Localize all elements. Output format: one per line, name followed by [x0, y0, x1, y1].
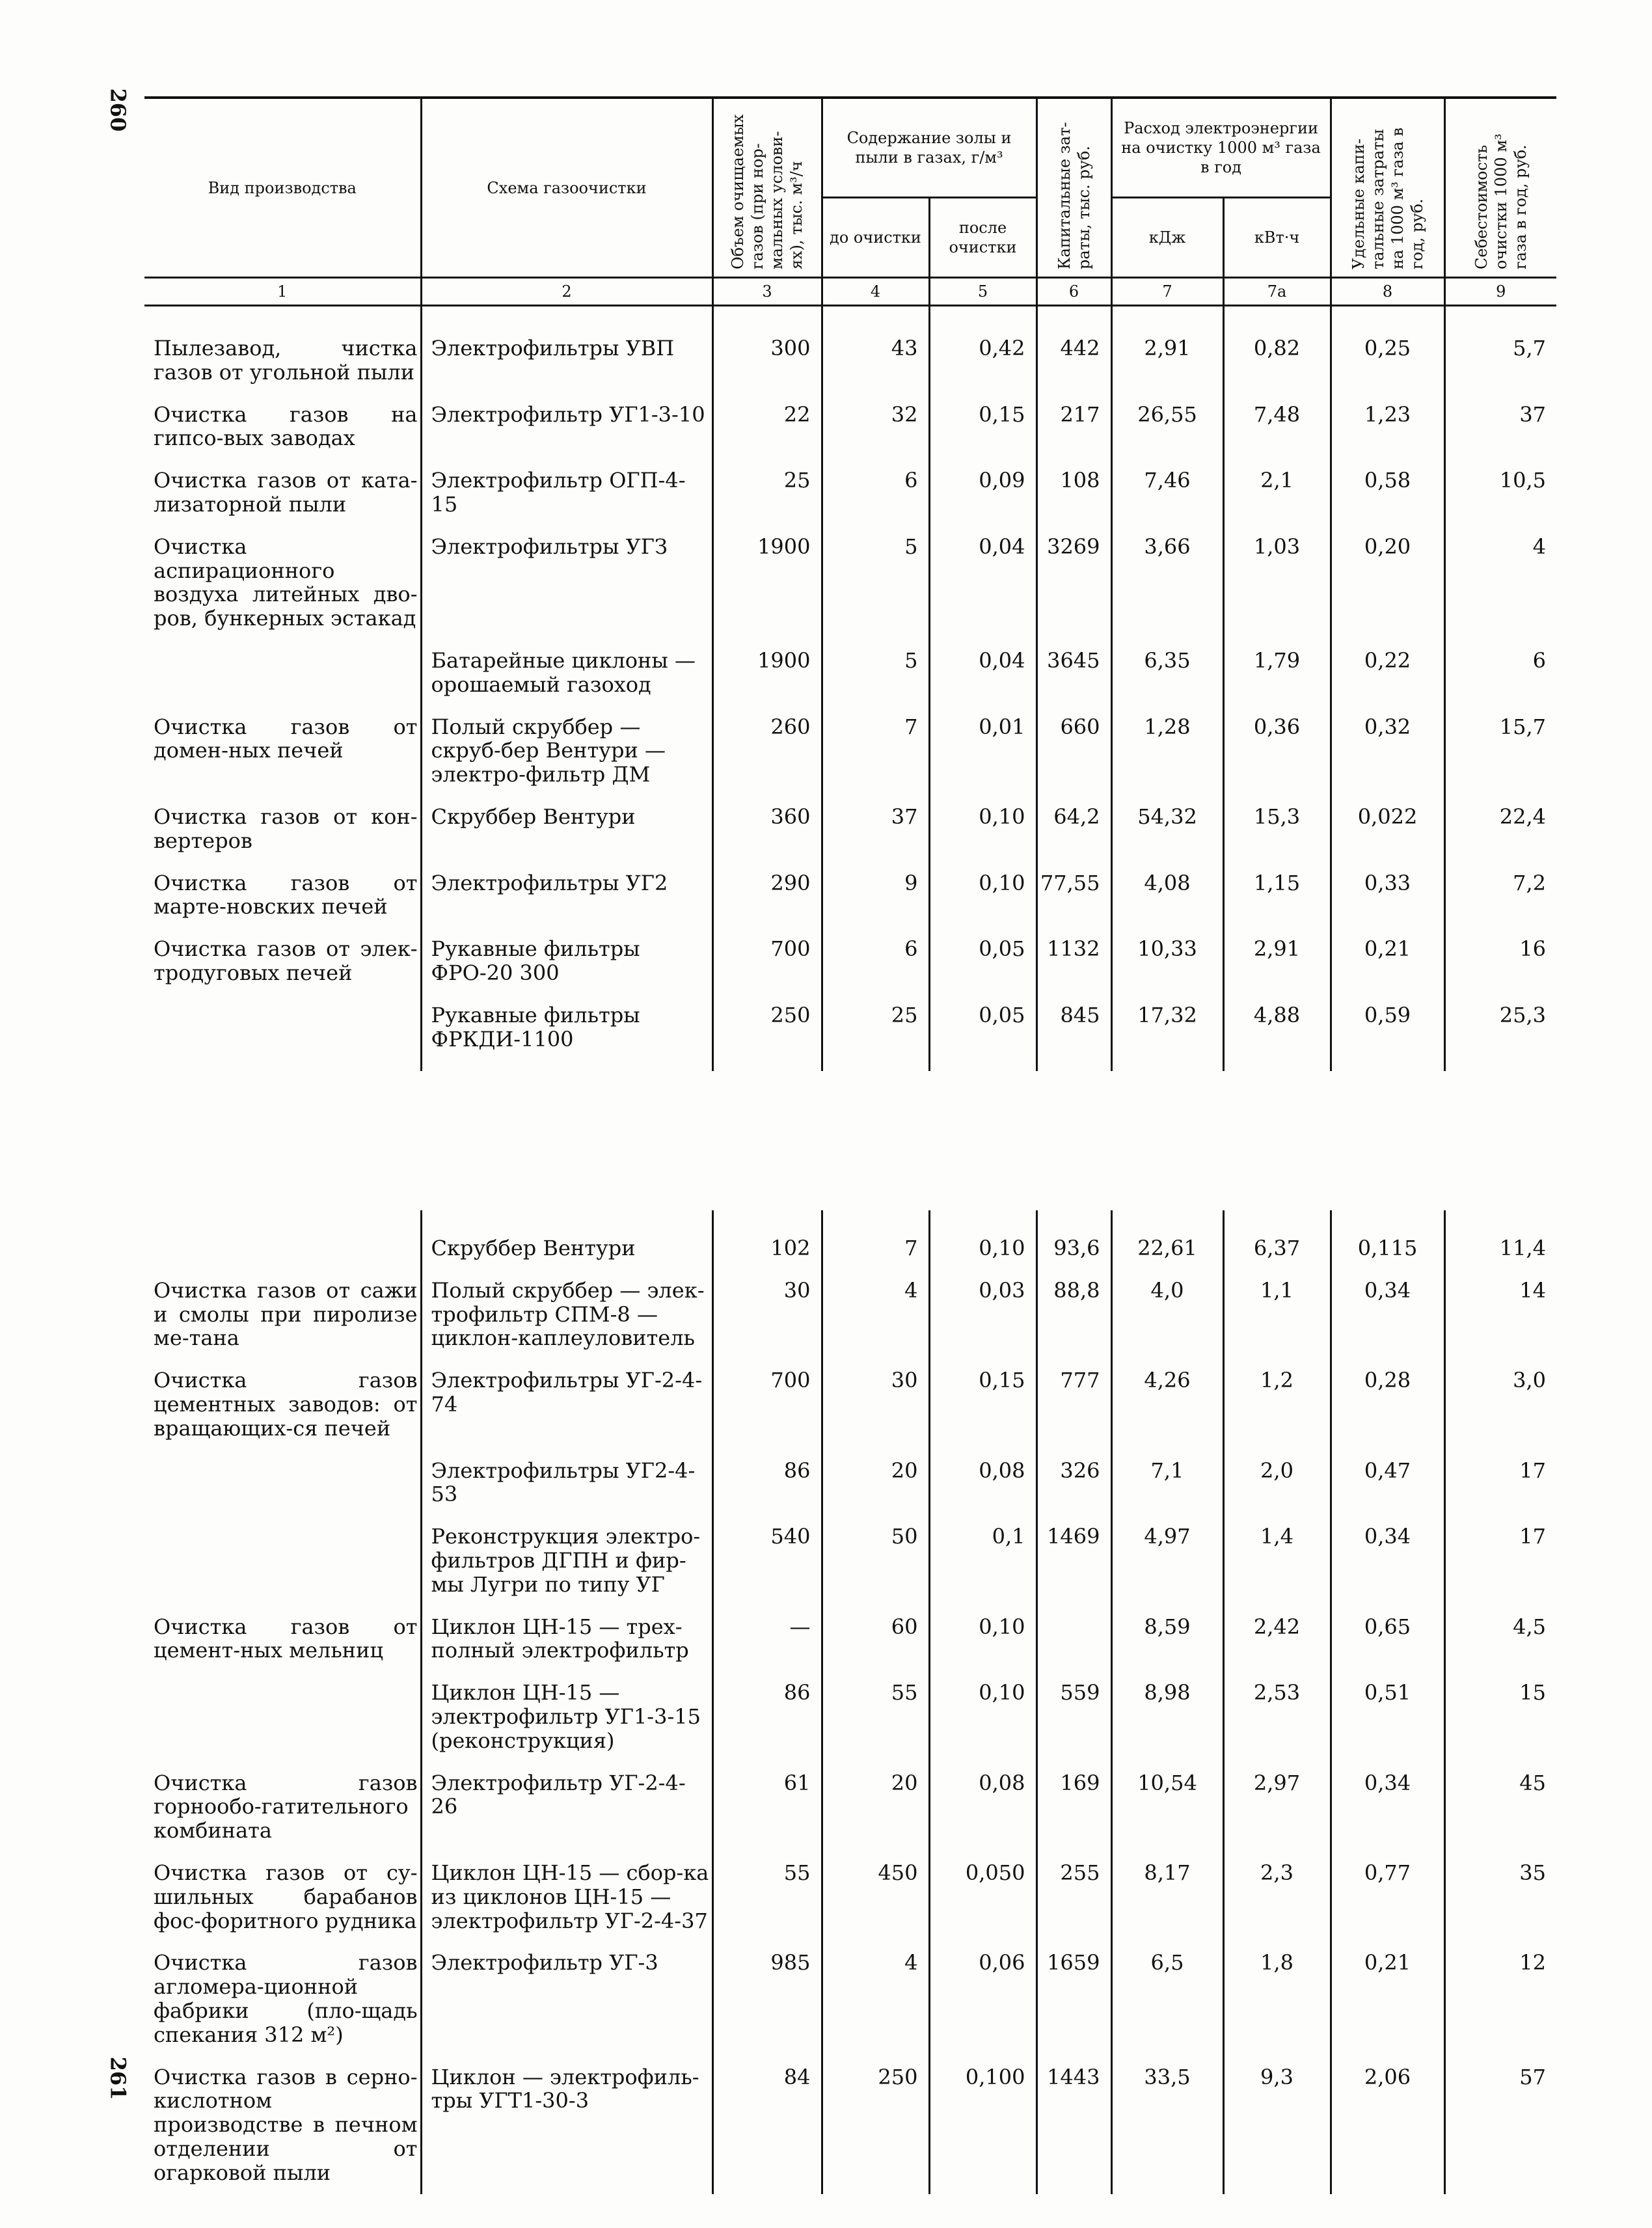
col-number: 7а — [1223, 278, 1331, 306]
cell-kdj: 22,61 — [1111, 1210, 1223, 1270]
col-energy-header: Расход электроэнергии на очистку 1000 м³ газа в год — [1111, 98, 1331, 198]
cell-kind — [144, 994, 421, 1071]
cell-scheme: Циклон ЦН-15 — сбор-ка из циклонов ЦН-15 — электрофильтр УГ-2-4-37 — [421, 1852, 712, 1942]
cell-before: 20 — [822, 1450, 929, 1516]
cell-capital: 77,55 — [1036, 862, 1111, 929]
cell-cost: 14 — [1519, 1277, 1546, 1303]
cell-after: 0,15 — [929, 394, 1036, 460]
col-number: 5 — [929, 278, 1036, 306]
cell-kdj: 8,17 — [1111, 1852, 1223, 1942]
cell-volume: 985 — [712, 1942, 822, 2056]
table-row — [144, 306, 1556, 394]
cell-capital: 255 — [1036, 1852, 1111, 1942]
cell-scheme: Электрофильтры УГ2 — [421, 862, 712, 929]
table-row — [144, 526, 1556, 640]
cell-cost: 5,7 — [1513, 336, 1547, 360]
cell-volume: 700 — [712, 1359, 822, 1449]
table-row — [144, 796, 1556, 862]
cell-kdj: 6,5 — [1111, 1942, 1223, 2056]
cell-volume: 300 — [712, 306, 822, 394]
cell-volume: 260 — [712, 706, 822, 796]
cell-scheme: Полый скруббер — скруб-бер Вентури — электро-фильтр ДМ — [421, 706, 712, 796]
cell-before: 5 — [822, 526, 929, 640]
cell-volume: — — [712, 1606, 822, 1672]
cell-kdj: 3,66 — [1111, 526, 1223, 640]
col-number: 1 — [144, 278, 421, 306]
cell-scheme: Электрофильтр УГ-2-4-26 — [421, 1762, 712, 1852]
cell-capital: 326 — [1036, 1450, 1111, 1516]
col-specific-header: Удельные капи-тальные затраты на 1000 м³ газа в год, руб. — [1349, 127, 1426, 269]
cell-kdj: 4,08 — [1111, 862, 1223, 929]
cell-kind: Очистка газов агломера-ционной фабрики (пло-щадь спекания 312 м²) — [144, 1942, 421, 2056]
col-cost-header: Себестоимость очистки 1000 м³ газа в год, руб. — [1472, 133, 1530, 269]
cell-capital: 1443 — [1036, 2056, 1111, 2194]
cell-kind — [144, 1210, 421, 1270]
table-row — [144, 1942, 1556, 2056]
col-volume-header: Объем очищаемых газов (при нор-мальных услови-ях), тыс. м³/ч — [729, 114, 806, 269]
cell-kwh: 0,36 — [1223, 706, 1331, 796]
cell-specific: 0,32 — [1331, 706, 1444, 796]
page-number-bottom: 261 — [105, 2056, 131, 2100]
col-number: 7 — [1111, 278, 1223, 306]
cell-scheme: Электрофильтры УГЗ — [421, 526, 712, 640]
cell-volume: 1900 — [712, 640, 822, 706]
cell-specific: 1,23 — [1331, 394, 1444, 460]
cell-kind: Пылезавод, чистка газов от угольной пыли — [144, 306, 421, 394]
cell-capital: 88,8 — [1036, 1270, 1111, 1359]
cell-scheme: Циклон ЦН-15 — электрофильтр УГ1-3-15 (реконструкция) — [421, 1672, 712, 1761]
cell-cost: 25,3 — [1499, 1002, 1547, 1027]
cell-capital — [1036, 1606, 1111, 1672]
cell-kind: Очистка газов цементных заводов: от вращающих-ся печей — [144, 1359, 421, 1449]
cell-kdj: 8,98 — [1111, 1672, 1223, 1761]
cell-capital: 660 — [1036, 706, 1111, 796]
cell-kind: Очистка газов горнообо-гатительного комбината — [144, 1762, 421, 1852]
cell-specific: 0,59 — [1331, 994, 1444, 1071]
cell-kwh: 1,2 — [1223, 1359, 1331, 1449]
cell-capital: 1132 — [1036, 928, 1111, 994]
cell-scheme: Скруббер Вентури — [421, 796, 712, 862]
cell-capital: 442 — [1036, 306, 1111, 394]
cell-volume: 360 — [712, 796, 822, 862]
cell-after: 0,04 — [929, 640, 1036, 706]
cell-specific: 0,115 — [1331, 1210, 1444, 1270]
cell-kwh: 0,82 — [1223, 306, 1331, 394]
table-row — [144, 394, 1556, 460]
cell-before: 37 — [822, 796, 929, 862]
cell-scheme: Электрофильтр УГ1-3-10 — [421, 394, 712, 460]
table-row — [144, 640, 1556, 706]
cell-cost: 37 — [1519, 401, 1547, 427]
cell-scheme: Циклон ЦН-15 — трех-полный электрофильтр — [421, 1606, 712, 1672]
cell-before: 4 — [822, 1270, 929, 1359]
cell-capital: 3269 — [1036, 526, 1111, 640]
cell-before: 9 — [822, 862, 929, 929]
table-row — [144, 459, 1556, 526]
cell-after: 0,05 — [929, 994, 1036, 1071]
cell-kdj: 17,32 — [1111, 994, 1223, 1071]
cell-kind — [144, 1450, 421, 1516]
top-table — [144, 96, 1556, 1071]
cell-scheme: Рукавные фильтры ФРКДИ-1100 — [421, 994, 712, 1071]
cell-kind: Очистка газов от элек-тродуговых печей — [144, 928, 421, 994]
cell-volume: 540 — [712, 1515, 822, 1605]
cell-kwh: 2,3 — [1223, 1852, 1331, 1942]
cell-kwh: 2,0 — [1223, 1450, 1331, 1516]
cell-kdj: 10,54 — [1111, 1762, 1223, 1852]
col-capital-header: Капитальные зат-раты, тыс. руб. — [1055, 122, 1093, 269]
cell-volume: 61 — [712, 1762, 822, 1852]
cell-cost: 45 — [1519, 1770, 1546, 1795]
cell-kind: Очистка газов от ката-лизаторной пыли — [144, 459, 421, 526]
cell-cost: 16 — [1519, 936, 1547, 962]
cell-kind — [144, 1515, 421, 1605]
cell-cost: 6 — [1532, 647, 1547, 673]
cell-kwh: 7,48 — [1223, 394, 1331, 460]
cell-scheme: Циклон — электрофиль-тры УГТ1-30-3 — [421, 2056, 712, 2194]
cell-kwh: 1,15 — [1223, 862, 1331, 929]
cell-specific: 0,022 — [1331, 796, 1444, 862]
cell-after: 0,06 — [929, 1942, 1036, 2056]
cell-specific: 0,22 — [1331, 640, 1444, 706]
cell-after: 0,10 — [929, 862, 1036, 929]
table-row — [144, 1359, 1556, 1449]
cell-cost: 4 — [1532, 534, 1547, 559]
cell-kwh: 2,53 — [1223, 1672, 1331, 1761]
cell-before: 450 — [822, 1852, 929, 1942]
cell-before: 7 — [822, 706, 929, 796]
cell-scheme: Электрофильтр УГ-3 — [421, 1942, 712, 2056]
cell-kdj: 2,91 — [1111, 306, 1223, 394]
cell-kind — [144, 640, 421, 706]
cell-after: 0,100 — [929, 2056, 1036, 2194]
cell-volume: 86 — [712, 1672, 822, 1761]
cell-cost: 17 — [1519, 1524, 1546, 1549]
col-dust-header: Содержание золы и пыли в газах, г/м³ — [822, 98, 1036, 198]
table-row — [144, 1672, 1556, 1761]
cell-after: 0,10 — [929, 1210, 1036, 1270]
cell-before: 250 — [822, 2056, 929, 2194]
cell-kdj: 10,33 — [1111, 928, 1223, 994]
cell-specific: 0,58 — [1331, 459, 1444, 526]
cell-scheme: Реконструкция электро-фильтров ДГПН и фир-мы Лугри по типу УГ — [421, 1515, 712, 1605]
cell-scheme: Электрофильтр ОГП-4-15 — [421, 459, 712, 526]
cell-before: 32 — [822, 394, 929, 460]
cell-before: 6 — [822, 459, 929, 526]
cell-volume: 250 — [712, 994, 822, 1071]
cell-kdj: 4,0 — [1111, 1270, 1223, 1359]
table-row — [144, 1270, 1556, 1359]
table-row — [144, 1450, 1556, 1516]
col-kdj-header: кДж — [1111, 198, 1223, 278]
cell-specific: 0,34 — [1331, 1515, 1444, 1605]
cell-volume: 22 — [712, 394, 822, 460]
table-row — [144, 1762, 1556, 1852]
cell-kwh: 1,8 — [1223, 1942, 1331, 2056]
cell-after: 0,08 — [929, 1762, 1036, 1852]
cell-kdj: 54,32 — [1111, 796, 1223, 862]
cell-before: 30 — [822, 1359, 929, 1449]
cell-kwh: 1,4 — [1223, 1515, 1331, 1605]
cell-kind: Очистка газов от сажи и смолы при пиролизе ме-тана — [144, 1270, 421, 1359]
cell-kdj: 33,5 — [1111, 2056, 1223, 2194]
cell-before: 60 — [822, 1606, 929, 1672]
cell-specific: 0,47 — [1331, 1450, 1444, 1516]
cell-kind: Очистка газов от су-шильных барабанов фос-форитного рудника — [144, 1852, 421, 1942]
cell-cost: 3,0 — [1513, 1368, 1546, 1393]
cell-after: 0,10 — [929, 796, 1036, 862]
cell-specific: 0,25 — [1331, 306, 1444, 394]
bottom-table — [144, 1210, 1556, 2194]
cell-volume: 30 — [712, 1270, 822, 1359]
col-number: 6 — [1036, 278, 1111, 306]
table-row — [144, 1210, 1556, 1270]
cell-cost: 11,4 — [1499, 1236, 1546, 1260]
cell-after: 0,01 — [929, 706, 1036, 796]
cell-specific: 0,28 — [1331, 1359, 1444, 1449]
col-before-header: до очистки — [822, 198, 929, 278]
cell-kind: Очистка газов в серно-кислотном производстве в печном отделении от огарковой пыли — [144, 2056, 421, 2194]
cell-after: 0,09 — [929, 459, 1036, 526]
cell-volume: 55 — [712, 1852, 822, 1942]
cell-kwh: 1,1 — [1223, 1270, 1331, 1359]
cell-after: 0,15 — [929, 1359, 1036, 1449]
cell-kind: Очистка газов от цемент-ных мельниц — [144, 1606, 421, 1672]
cell-capital: 845 — [1036, 994, 1111, 1071]
cell-kwh: 1,79 — [1223, 640, 1331, 706]
cell-specific: 0,21 — [1331, 928, 1444, 994]
cell-volume: 86 — [712, 1450, 822, 1516]
col-number: 8 — [1331, 278, 1444, 306]
cell-before: 4 — [822, 1942, 929, 2056]
cell-after: 0,10 — [929, 1606, 1036, 1672]
col-after-header: после очистки — [929, 198, 1036, 278]
cell-cost: 15 — [1519, 1680, 1546, 1705]
cell-scheme: Скруббер Вентури — [421, 1210, 712, 1270]
col-number: 3 — [712, 278, 822, 306]
cell-kdj: 8,59 — [1111, 1606, 1223, 1672]
cell-kwh: 2,42 — [1223, 1606, 1331, 1672]
cell-volume: 25 — [712, 459, 822, 526]
cell-scheme: Электрофильтры УГ2-4-53 — [421, 1450, 712, 1516]
cell-specific: 0,51 — [1331, 1672, 1444, 1761]
cell-volume: 1900 — [712, 526, 822, 640]
col-number: 4 — [822, 278, 929, 306]
cell-capital: 3645 — [1036, 640, 1111, 706]
col-scheme-header: Схема газоочистки — [421, 98, 712, 278]
cell-before: 6 — [822, 928, 929, 994]
cell-before: 7 — [822, 1210, 929, 1270]
cell-after: 0,04 — [929, 526, 1036, 640]
cell-kwh: 4,88 — [1223, 994, 1331, 1071]
cell-scheme: Полый скруббер — элек-трофильтр СПМ-8 — циклон-каплеуловитель — [421, 1270, 712, 1359]
cell-capital: 1469 — [1036, 1515, 1111, 1605]
cell-kind: Очистка газов от марте-новских печей — [144, 862, 421, 929]
cell-specific: 0,34 — [1331, 1270, 1444, 1359]
cell-kdj: 26,55 — [1111, 394, 1223, 460]
cell-kwh: 15,3 — [1223, 796, 1331, 862]
cell-cost: 57 — [1519, 2064, 1546, 2089]
cell-kind: Очистка газов от кон-вертеров — [144, 796, 421, 862]
col-kwh-header: кВт·ч — [1223, 198, 1331, 278]
cell-kdj: 1,28 — [1111, 706, 1223, 796]
cell-kdj: 7,46 — [1111, 459, 1223, 526]
table-row — [144, 1606, 1556, 1672]
table-row — [144, 994, 1556, 1071]
cell-scheme: Электрофильтры УГ-2-4-74 — [421, 1359, 712, 1449]
cell-kwh: 2,97 — [1223, 1762, 1331, 1852]
cell-specific: 0,20 — [1331, 526, 1444, 640]
cell-capital: 93,6 — [1036, 1210, 1111, 1270]
table-row — [144, 1852, 1556, 1942]
cell-before: 55 — [822, 1672, 929, 1761]
cell-kdj: 4,26 — [1111, 1359, 1223, 1449]
cell-cost: 10,5 — [1499, 468, 1547, 493]
cell-cost: 7,2 — [1513, 870, 1547, 895]
cell-scheme: Рукавные фильтры ФРО-20 300 — [421, 928, 712, 994]
cell-kwh: 9,3 — [1223, 2056, 1331, 2194]
cell-cost: 17 — [1519, 1458, 1546, 1483]
cell-specific: 0,33 — [1331, 862, 1444, 929]
table-row — [144, 1515, 1556, 1605]
cell-kdj: 4,97 — [1111, 1515, 1223, 1605]
cell-specific: 0,77 — [1331, 1852, 1444, 1942]
cell-capital: 169 — [1036, 1762, 1111, 1852]
table-row — [144, 2056, 1556, 2194]
page-number-top: 260 — [105, 88, 131, 132]
cell-scheme: Электрофильтры УВП — [421, 306, 712, 394]
cell-before: 25 — [822, 994, 929, 1071]
cell-cost: 35 — [1519, 1860, 1546, 1885]
cell-capital: 217 — [1036, 394, 1111, 460]
cell-specific: 2,06 — [1331, 2056, 1444, 2194]
table-row — [144, 928, 1556, 994]
cell-specific: 0,34 — [1331, 1762, 1444, 1852]
table-row — [144, 862, 1556, 929]
cell-kind: Очистка аспирационного воздуха литейных дво-ров, бункерных эстакад — [144, 526, 421, 640]
cell-capital: 559 — [1036, 1672, 1111, 1761]
cell-volume: 102 — [712, 1210, 822, 1270]
cell-kdj: 6,35 — [1111, 640, 1223, 706]
cell-kind — [144, 1672, 421, 1761]
cell-after: 0,05 — [929, 928, 1036, 994]
cell-volume: 700 — [712, 928, 822, 994]
cell-volume: 290 — [712, 862, 822, 929]
col-number: 2 — [421, 278, 712, 306]
table-row — [144, 706, 1556, 796]
cell-cost: 4,5 — [1513, 1614, 1546, 1639]
cell-kwh: 1,03 — [1223, 526, 1331, 640]
cell-specific: 0,21 — [1331, 1942, 1444, 2056]
cell-before: 20 — [822, 1762, 929, 1852]
cell-specific: 0,65 — [1331, 1606, 1444, 1672]
cell-kwh: 2,91 — [1223, 928, 1331, 994]
cell-kwh: 6,37 — [1223, 1210, 1331, 1270]
col-number: 9 — [1496, 282, 1506, 301]
cell-before: 43 — [822, 306, 929, 394]
cell-capital: 1659 — [1036, 1942, 1111, 2056]
cell-capital: 777 — [1036, 1359, 1111, 1449]
cell-kwh: 2,1 — [1223, 459, 1331, 526]
cell-after: 0,050 — [929, 1852, 1036, 1942]
cell-kdj: 7,1 — [1111, 1450, 1223, 1516]
cell-kind: Очистка газов от домен-ных печей — [144, 706, 421, 796]
cell-kind: Очистка газов на гипсо-вых заводах — [144, 394, 421, 460]
cell-after: 0,08 — [929, 1450, 1036, 1516]
col-kind-header: Вид производства — [144, 98, 421, 278]
cell-capital: 108 — [1036, 459, 1111, 526]
cell-before: 5 — [822, 640, 929, 706]
cell-before: 50 — [822, 1515, 929, 1605]
cell-after: 0,1 — [929, 1515, 1036, 1605]
cell-cost: 15,7 — [1499, 714, 1547, 739]
cell-volume: 84 — [712, 2056, 822, 2194]
cell-after: 0,42 — [929, 306, 1036, 394]
cell-after: 0,10 — [929, 1672, 1036, 1761]
cell-capital: 64,2 — [1036, 796, 1111, 862]
cell-scheme: Батарейные циклоны — орошаемый газоход — [421, 640, 712, 706]
cell-after: 0,03 — [929, 1270, 1036, 1359]
cell-cost: 22,4 — [1499, 804, 1547, 829]
cell-cost: 12 — [1519, 1950, 1546, 1976]
